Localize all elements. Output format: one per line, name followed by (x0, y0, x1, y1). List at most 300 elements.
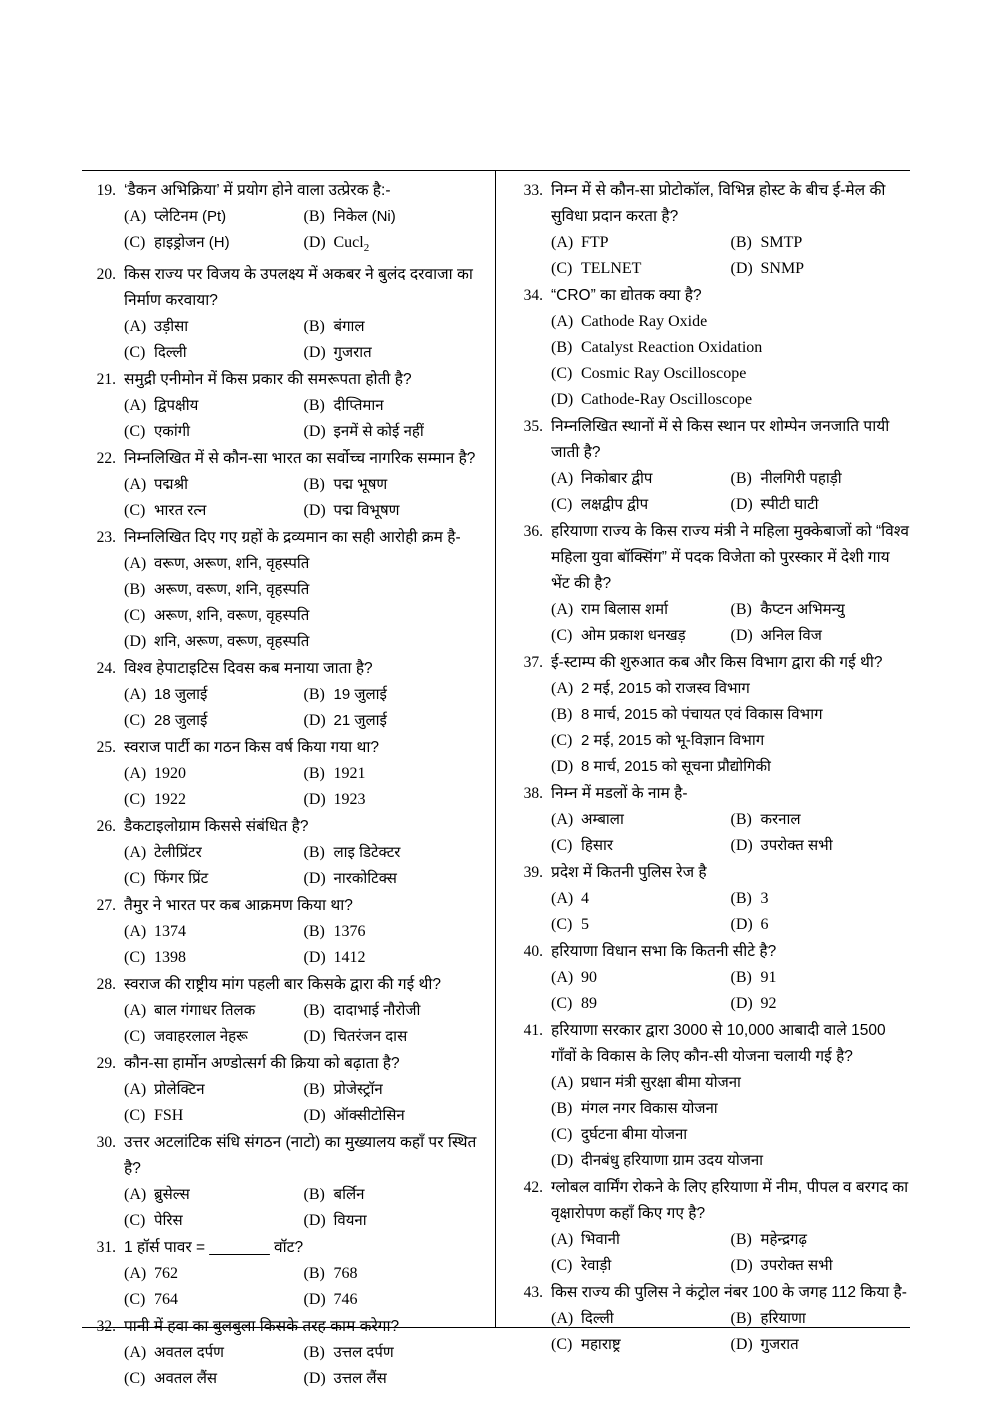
option-label: (C) (551, 1336, 573, 1353)
option-text: 1412 (333, 949, 366, 967)
question-item (509, 414, 910, 518)
question-text: निम्न में मडलों के नाम है- (551, 785, 688, 802)
option-label: (A) (124, 844, 147, 862)
option-label: (B) (303, 844, 325, 862)
option-text: अरूण, वरूण, शनि, वृहस्पति (154, 581, 310, 599)
question-body (551, 519, 910, 649)
option-item[interactable] (124, 603, 483, 629)
option-text: Cathode-Ray Oscilloscope (581, 391, 753, 408)
question-item (509, 1280, 910, 1358)
option-item[interactable] (551, 676, 910, 702)
option-item[interactable] (124, 1024, 304, 1050)
option-text: 746 (333, 1291, 358, 1309)
option-item[interactable] (124, 472, 304, 498)
option-label: (B) (730, 1310, 752, 1327)
option-item[interactable] (551, 754, 910, 780)
option-text: 5 (581, 916, 589, 933)
option-label: (A) (551, 1310, 574, 1327)
top-rule (82, 170, 910, 171)
option-item[interactable] (731, 1227, 911, 1253)
question-number: 21. (96, 371, 116, 389)
question-body (551, 860, 910, 938)
option-item[interactable] (551, 361, 910, 387)
option-list (124, 1261, 483, 1313)
option-label: (A) (551, 1074, 574, 1091)
question-number: 22. (96, 450, 116, 468)
question-item (82, 1235, 483, 1313)
question-number: 25. (96, 739, 116, 757)
option-item[interactable] (304, 919, 484, 945)
option-item[interactable] (551, 1227, 731, 1253)
option-text: उपरोक्त सभी (760, 1257, 833, 1274)
option-text: 2 मई, 2015 को भू-विज्ञान विभाग (581, 732, 765, 749)
option-text: मंगल नगर विकास योजना (581, 1100, 718, 1117)
question-body (124, 178, 483, 261)
option-item[interactable] (551, 230, 731, 256)
question-item (82, 656, 483, 734)
option-item[interactable] (124, 919, 304, 945)
option-item[interactable] (124, 1077, 304, 1103)
option-label: (D) (551, 1152, 574, 1169)
question-text: निम्न में से कौन-सा प्रोटोकॉल, विभिन्न होस्ट के बीच ई-मेल की सुविधा प्रदान करता है? (551, 182, 886, 225)
option-item[interactable] (124, 682, 304, 708)
option-item[interactable] (551, 1306, 731, 1332)
option-label: (B) (303, 1344, 325, 1362)
option-label: (D) (303, 1291, 326, 1309)
option-text: हरियाणा (760, 1310, 806, 1327)
option-item[interactable] (304, 998, 484, 1024)
option-item[interactable] (551, 1148, 910, 1174)
option-item[interactable] (124, 419, 304, 445)
option-text: पेरिस (154, 1212, 183, 1230)
option-item[interactable] (551, 309, 910, 335)
question-item (509, 860, 910, 938)
option-label: (C) (551, 1126, 573, 1143)
option-text: 6 (760, 916, 769, 933)
option-label: (D) (730, 916, 753, 933)
option-label: (B) (303, 1081, 325, 1099)
option-item[interactable] (551, 833, 731, 859)
option-item[interactable] (304, 1103, 484, 1129)
question-body (551, 650, 910, 780)
option-label: (B) (303, 1186, 325, 1204)
option-item[interactable] (124, 1287, 304, 1313)
option-item[interactable] (124, 577, 483, 603)
option-item[interactable] (731, 807, 911, 833)
option-item[interactable] (551, 1070, 910, 1096)
question-body (124, 1130, 483, 1234)
question-number: 38. (523, 785, 543, 802)
question-text: पानी में हवा का बुलबुला किसके तरह काम करेगा? (124, 1318, 400, 1336)
option-item[interactable] (551, 1253, 731, 1279)
question-item (82, 525, 483, 655)
question-body (124, 735, 483, 813)
option-label: (B) (730, 890, 752, 907)
option-list (551, 230, 910, 282)
option-list (124, 919, 483, 971)
option-text: लाइ डिटेक्टर (333, 844, 401, 862)
option-label: (A) (124, 476, 147, 494)
option-item[interactable] (304, 1287, 484, 1313)
option-item[interactable] (124, 787, 304, 813)
option-text: 3 (760, 890, 769, 907)
option-list (551, 1306, 910, 1358)
question-body (124, 1235, 483, 1313)
option-text: भिवानी (581, 1231, 620, 1248)
option-text: 768 (333, 1265, 358, 1283)
option-label: (D) (303, 423, 326, 441)
option-list (124, 551, 483, 655)
option-text: पद्म विभूषण (333, 502, 400, 520)
option-item[interactable] (551, 256, 731, 282)
option-item[interactable] (304, 1182, 484, 1208)
option-label: (B) (730, 811, 752, 828)
option-text: लक्षद्वीप द्वीप (581, 496, 649, 513)
question-text: निम्नलिखित स्थानों में से किस स्थान पर शोम्पेन जनजाति पायी जाती है? (551, 418, 890, 461)
option-item[interactable] (304, 393, 484, 419)
option-text: द्विपक्षीय (154, 397, 199, 415)
option-text: ओम प्रकाश धनखड़ (581, 627, 686, 644)
option-item[interactable] (124, 1261, 304, 1287)
option-text: शनि, अरूण, वरूण, वृहस्पति (154, 633, 310, 651)
option-item[interactable] (124, 1366, 304, 1392)
option-item[interactable] (731, 833, 911, 859)
option-label: (B) (551, 706, 573, 723)
option-item[interactable] (551, 991, 731, 1017)
question-body (124, 1051, 483, 1129)
option-text: Catalyst Reaction Oxidation (581, 339, 763, 356)
question-number: 43. (523, 1284, 543, 1301)
option-list (124, 1077, 483, 1129)
option-label: (A) (551, 811, 574, 828)
option-item[interactable] (124, 204, 304, 230)
option-label: (C) (124, 1212, 146, 1230)
question-body (124, 446, 483, 524)
option-text: FSH (154, 1107, 184, 1125)
option-item[interactable] (551, 1122, 910, 1148)
option-item[interactable] (304, 708, 484, 734)
option-item[interactable] (124, 708, 304, 734)
question-number: 33. (523, 182, 543, 199)
option-item[interactable] (304, 682, 484, 708)
option-text: गुजरात (760, 1336, 799, 1353)
question-number: 39. (523, 864, 543, 881)
option-item[interactable] (551, 1096, 910, 1122)
option-label: (C) (124, 1107, 146, 1125)
left-column (82, 178, 483, 1393)
question-number: 31. (96, 1239, 116, 1257)
question-item (82, 262, 483, 366)
option-text-base: Cucl (333, 234, 364, 251)
question-item (509, 781, 910, 859)
option-text (334, 230, 370, 261)
option-item[interactable] (304, 840, 484, 866)
option-item[interactable] (551, 728, 910, 754)
option-item[interactable] (124, 393, 304, 419)
question-number: 40. (523, 943, 543, 960)
option-list (124, 998, 483, 1050)
option-label: (D) (551, 391, 574, 408)
question-text: डैकटाइलोग्राम किससे संबंधित है? (124, 818, 309, 836)
option-text: 1923 (333, 791, 366, 809)
option-list (551, 807, 910, 859)
question-body (551, 283, 910, 413)
question-body (124, 972, 483, 1050)
option-list (124, 682, 483, 734)
option-item[interactable] (731, 1332, 911, 1358)
option-item[interactable] (304, 1077, 484, 1103)
option-item[interactable] (731, 466, 911, 492)
option-label: (A) (124, 923, 147, 941)
question-item (82, 1314, 483, 1392)
option-item[interactable] (551, 965, 731, 991)
question-text: हरियाणा राज्य के किस राज्य मंत्री ने महिला मुक्केबाजों को “विश्व महिला युवा बॉक्सिंग” में पदक विजेता को पुरस्कार में देशी गाय भेंट की है? (551, 523, 909, 592)
option-label: (C) (124, 1028, 146, 1046)
option-text: रेवाड़ी (581, 1257, 612, 1274)
option-label: (A) (124, 765, 147, 783)
option-item[interactable] (124, 498, 304, 524)
option-item[interactable] (304, 1024, 484, 1050)
option-item[interactable] (304, 230, 484, 261)
option-text: हाइड्रोजन (H) (154, 234, 230, 251)
option-text: करनाल (760, 811, 801, 828)
option-text: Cathode Ray Oxide (581, 313, 708, 330)
question-body (124, 367, 483, 445)
option-item[interactable] (731, 623, 911, 649)
option-item[interactable] (551, 597, 731, 623)
option-list (124, 761, 483, 813)
option-list (551, 597, 910, 649)
option-item[interactable] (304, 419, 484, 445)
option-text: दिल्ली (581, 1310, 614, 1327)
question-body (551, 939, 910, 1017)
question-text: उत्तर अटलांटिक संधि संगठन (नाटो) का मुख्यालय कहाँ पर स्थित है? (124, 1134, 477, 1178)
option-label: (D) (124, 633, 147, 651)
option-item[interactable] (551, 807, 731, 833)
option-label: (D) (303, 791, 326, 809)
question-item (82, 1051, 483, 1129)
option-item[interactable] (124, 998, 304, 1024)
option-label: (D) (303, 344, 326, 362)
option-item[interactable] (551, 1332, 731, 1358)
option-text: ब्रुसेल्स (154, 1186, 190, 1204)
option-label: (C) (124, 234, 146, 251)
option-list (551, 309, 910, 413)
option-item[interactable] (304, 787, 484, 813)
question-body (124, 525, 483, 655)
option-label: (B) (303, 476, 325, 494)
option-text: 4 (581, 890, 589, 907)
option-item[interactable] (124, 551, 483, 577)
question-text: हरियाणा विधान सभा कि कितनी सीटे है? (551, 943, 777, 960)
option-item[interactable] (731, 1306, 911, 1332)
question-item (82, 972, 483, 1050)
question-number: 37. (523, 654, 543, 671)
option-item[interactable] (304, 1261, 484, 1287)
option-label: (B) (303, 1265, 325, 1283)
option-item[interactable] (124, 1103, 304, 1129)
option-item[interactable] (124, 1340, 304, 1366)
option-text: अरूण, शनि, वरूण, वृहस्पति (154, 607, 310, 625)
option-label: (D) (303, 1370, 326, 1388)
option-item[interactable] (551, 886, 731, 912)
option-label: (D) (730, 1257, 753, 1274)
option-label: (A) (124, 208, 147, 225)
option-item[interactable] (304, 314, 484, 340)
option-item[interactable] (124, 1182, 304, 1208)
option-text: प्लेटिनम (Pt) (154, 208, 227, 225)
option-item[interactable] (551, 387, 910, 413)
question-body (551, 1280, 910, 1358)
option-item[interactable] (124, 840, 304, 866)
option-text: दीप्तिमान (333, 397, 384, 415)
question-text: किस राज्य पर विजय के उपलक्ष्य में अकबर ने बुलंद दरवाजा का निर्माण करवाया? (124, 266, 473, 310)
option-item[interactable] (304, 1366, 484, 1392)
option-item[interactable] (124, 761, 304, 787)
option-item[interactable] (124, 945, 304, 971)
question-item (82, 893, 483, 971)
option-item[interactable] (304, 945, 484, 971)
option-label: (A) (551, 969, 574, 986)
option-item[interactable] (731, 597, 911, 623)
option-item[interactable] (731, 256, 911, 282)
question-body (124, 814, 483, 892)
option-label: (B) (303, 318, 325, 336)
option-text: अम्बाला (581, 811, 624, 828)
question-body (551, 178, 910, 282)
option-label: (D) (730, 260, 753, 277)
option-text: 19 जुलाई (333, 686, 387, 704)
option-item[interactable] (124, 629, 483, 655)
question-item (82, 1130, 483, 1234)
option-text: निकोबार द्वीप (581, 470, 653, 487)
option-item[interactable] (304, 866, 484, 892)
option-item[interactable] (551, 335, 910, 361)
option-label: (B) (303, 1002, 325, 1020)
option-list (124, 204, 483, 261)
question-text: तैमुर ने भारत पर कब आक्रमण किया था? (124, 897, 353, 915)
option-label: (D) (303, 949, 326, 967)
option-label: (B) (730, 1231, 752, 1248)
option-label: (C) (551, 995, 573, 1012)
option-label: (C) (124, 344, 146, 362)
option-item[interactable] (304, 472, 484, 498)
option-item[interactable] (731, 1253, 911, 1279)
option-item[interactable] (731, 991, 911, 1017)
option-item[interactable] (304, 1340, 484, 1366)
option-item[interactable] (551, 492, 731, 518)
option-text: 91 (760, 969, 777, 986)
option-text: हिसार (581, 837, 614, 854)
option-label: (B) (551, 1100, 573, 1117)
option-item[interactable] (124, 866, 304, 892)
option-text: उत्तल लैंस (333, 1370, 387, 1388)
option-text: दिल्ली (154, 344, 187, 362)
option-list (124, 1340, 483, 1392)
question-number: 36. (523, 523, 543, 540)
option-list (551, 965, 910, 1017)
option-label: (A) (124, 555, 147, 573)
option-text: प्रोजेस्ट्रॉन (333, 1081, 383, 1099)
question-body (124, 1314, 483, 1392)
option-text: 1921 (333, 765, 366, 783)
option-text: 89 (581, 995, 597, 1012)
option-label: (B) (303, 397, 325, 415)
question-body (551, 781, 910, 859)
option-item[interactable] (731, 912, 911, 938)
question-number: 26. (96, 818, 116, 836)
option-text: 18 जुलाई (154, 686, 208, 704)
option-item[interactable] (124, 340, 304, 366)
question-item (509, 519, 910, 649)
question-body (124, 893, 483, 971)
option-text: पद्म भूषण (333, 476, 388, 494)
option-text: गुजरात (333, 344, 372, 362)
option-item[interactable] (551, 466, 731, 492)
option-label: (C) (124, 870, 146, 888)
option-text: प्रोलेक्टिन (154, 1081, 205, 1099)
question-body (551, 1018, 910, 1174)
option-label: (C) (124, 423, 146, 441)
option-label: (C) (124, 949, 146, 967)
question-body (124, 656, 483, 734)
question-text: किस राज्य की पुलिस ने कंट्रोल नंबर 100 के जगह 112 किया है- (551, 1284, 907, 1301)
question-text: विश्व हेपाटाइटिस दिवस कब मनाया जाता है? (124, 660, 373, 678)
option-text: नीलगिरी पहाड़ी (760, 470, 842, 487)
option-label: (A) (124, 686, 147, 704)
option-text: 1376 (333, 923, 366, 941)
option-label: (C) (124, 1370, 146, 1388)
option-item[interactable] (304, 761, 484, 787)
question-number: 34. (523, 287, 543, 304)
option-label: (A) (124, 397, 147, 415)
option-text: 764 (154, 1291, 178, 1309)
option-item[interactable] (731, 965, 911, 991)
option-label: (D) (303, 502, 326, 520)
option-item[interactable] (304, 340, 484, 366)
option-label: (D) (303, 870, 326, 888)
option-item[interactable] (551, 912, 731, 938)
option-item[interactable] (304, 204, 484, 230)
option-item[interactable] (551, 623, 731, 649)
question-item (82, 446, 483, 524)
option-label: (A) (124, 1344, 147, 1362)
option-item[interactable] (304, 1208, 484, 1234)
option-item[interactable] (731, 886, 911, 912)
option-text: इनमें से कोई नहीं (333, 423, 424, 441)
option-label: (D) (303, 1028, 326, 1046)
option-item[interactable] (731, 492, 911, 518)
option-item[interactable] (551, 702, 910, 728)
option-label: (B) (730, 234, 752, 251)
question-body (551, 414, 910, 518)
option-text: 762 (154, 1265, 178, 1283)
option-item[interactable] (124, 314, 304, 340)
option-label: (C) (551, 260, 573, 277)
option-label: (B) (303, 765, 325, 783)
option-label: (C) (551, 627, 573, 644)
option-label: (C) (124, 1291, 146, 1309)
option-label: (D) (730, 496, 753, 513)
option-item[interactable] (731, 230, 911, 256)
option-label: (A) (551, 890, 574, 907)
question-number: 24. (96, 660, 116, 678)
question-item (82, 735, 483, 813)
option-item[interactable] (124, 1208, 304, 1234)
option-item[interactable] (304, 498, 484, 524)
option-item[interactable] (124, 230, 304, 261)
columns-container (82, 178, 910, 1393)
